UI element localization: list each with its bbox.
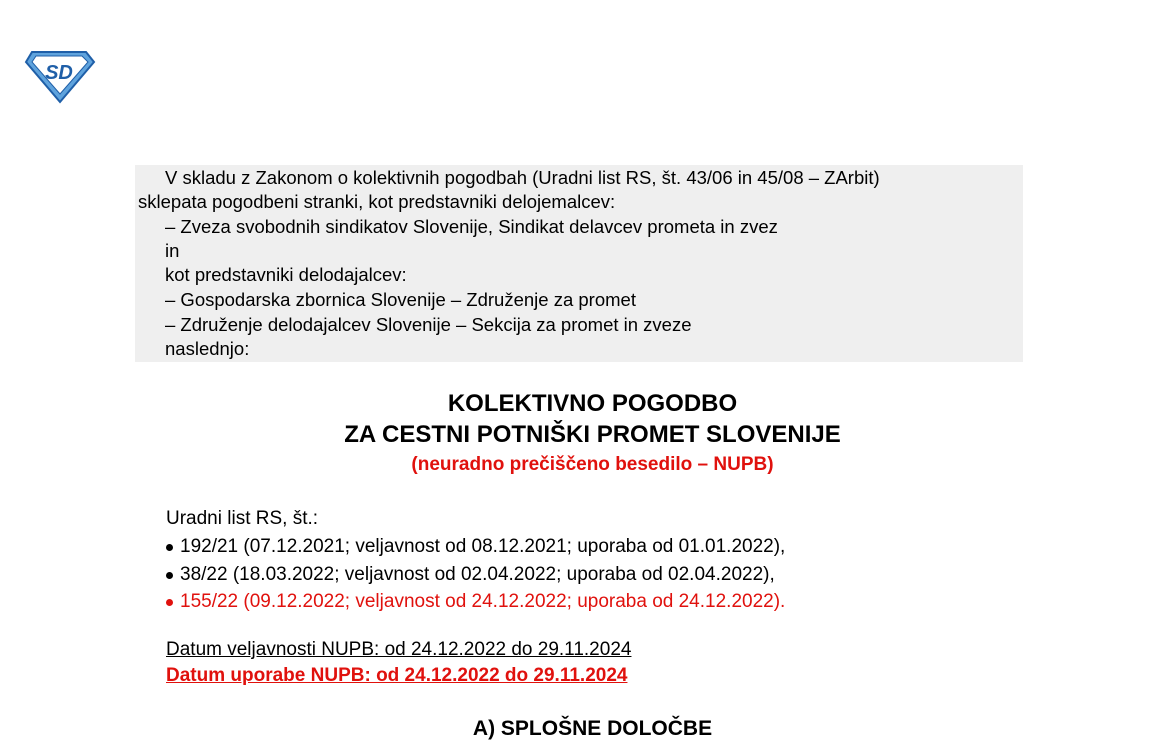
svg-text:SD: SD — [45, 62, 73, 84]
application-date: Datum uporabe NUPB: od 24.12.2022 do 29.11.2024 — [166, 665, 628, 686]
document-subtitle: (neuradno prečiščeno besedilo – NUPB) — [411, 454, 774, 475]
bullet-icon — [166, 599, 173, 606]
publication-entry: 38/22 (18.03.2022; veljavnost od 02.04.2022; uporaba od 02.04.2022), — [180, 563, 775, 585]
list-item — [164, 588, 785, 616]
validity-date: Datum veljavnosti NUPB: od 24.12.2022 do 29.11.2024 — [166, 639, 632, 660]
list-item — [164, 561, 785, 589]
intro-line: V skladu z Zakonom o kolektivnih pogodbah (Uradni list RS, št. 43/06 in 45/08 – ZArbit) — [165, 167, 880, 188]
intro-line: – Gospodarska zbornica Slovenije – Združenje za promet — [165, 289, 636, 310]
intro-line: naslednjo: — [165, 338, 250, 359]
publication-entry: 155/22 (09.12.2022; veljavnost od 24.12.2022; uporaba od 24.12.2022). — [180, 591, 786, 612]
intro-line: kot predstavniki delodajalcev: — [165, 264, 407, 285]
section-heading: A) SPLOŠNE DOLOČBE — [472, 717, 713, 740]
intro-paragraph — [135, 165, 1023, 362]
publications-heading: Uradni list RS, št.: — [166, 508, 319, 529]
bullet-icon — [166, 544, 173, 551]
document-title-line2: ZA CESTNI POTNIŠKI PROMET SLOVENIJE — [344, 421, 841, 448]
list-item — [164, 533, 785, 561]
publications-list — [164, 533, 785, 616]
intro-line: – Združenje delodajalcev Slovenije – Sekcija za promet in zveze — [165, 314, 692, 335]
sd-shield-logo — [22, 48, 96, 104]
intro-line: – Zveza svobodnih sindikatov Slovenije, Sindikat delavcev prometa in zvez — [165, 216, 778, 237]
intro-line: in — [165, 240, 180, 261]
publication-entry: 192/21 (07.12.2021; veljavnost od 08.12.2021; uporaba od 01.01.2022), — [180, 536, 786, 557]
intro-line: sklepata pogodbeni stranki, kot predstavniki delojemalcev: — [138, 191, 616, 212]
bullet-icon — [166, 572, 173, 579]
document-title-line1: KOLEKTIVNO POGODBO — [447, 390, 738, 417]
